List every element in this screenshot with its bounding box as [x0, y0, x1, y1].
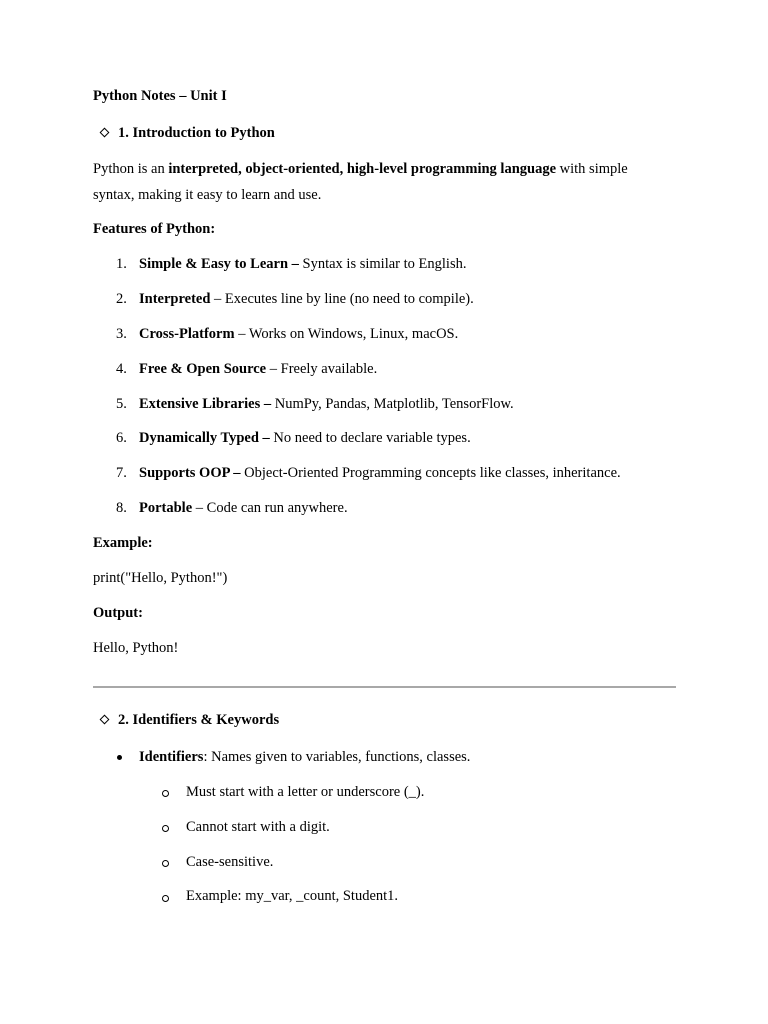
feature-text [139, 464, 621, 482]
rule-item: Must start with a letter or underscore (_). [186, 784, 425, 800]
example-code: print("Hello, Python!") [93, 570, 228, 586]
feature-text [139, 360, 377, 378]
intro-text-end: with simple [556, 161, 628, 177]
feature-term: Interpreted [139, 291, 211, 307]
feature-term: Portable [139, 500, 193, 516]
feature-term: Cross-Platform [139, 326, 235, 342]
feature-desc: Syntax is similar to English. [298, 256, 467, 272]
feature-term: Free & Open Source [139, 361, 267, 377]
feature-desc: – Executes line by line (no need to compile). [210, 291, 474, 307]
intro-line-1 [93, 160, 628, 178]
feature-number: 2. [116, 291, 127, 307]
feature-text [139, 255, 466, 273]
diamond-bullet-icon [100, 715, 110, 725]
feature-text [139, 290, 474, 308]
intro-line-2: syntax, making it easy to learn and use. [93, 187, 322, 203]
feature-desc: Object-Oriented Programming concepts like classes, inheritance. [240, 465, 621, 481]
intro-text-bold: interpreted, object-oriented, high-level programming language [168, 161, 557, 177]
feature-desc: – Freely available. [266, 361, 378, 377]
feature-number: 1. [116, 256, 127, 272]
feature-desc: NumPy, Pandas, Matplotlib, TensorFlow. [271, 396, 514, 412]
circle-bullet-icon [162, 860, 169, 867]
section-divider [93, 686, 676, 688]
output-text: Hello, Python! [93, 640, 179, 656]
disc-bullet-icon [117, 755, 122, 760]
identifiers-desc: : Names given to variables, functions, classes. [203, 749, 471, 765]
feature-desc: No need to declare variable types. [269, 430, 471, 446]
feature-term: Supports OOP – [139, 465, 241, 481]
example-label: Example: [93, 535, 153, 551]
feature-number: 5. [116, 396, 127, 412]
rule-item: Cannot start with a digit. [186, 819, 330, 835]
feature-text [139, 429, 471, 447]
identifiers-item [139, 748, 470, 766]
circle-bullet-icon [162, 895, 169, 902]
feature-term: Simple & Easy to Learn – [139, 256, 299, 272]
feature-term: Extensive Libraries – [139, 396, 272, 412]
feature-term: Dynamically Typed – [139, 430, 270, 446]
identifiers-term: Identifiers [139, 749, 204, 765]
intro-text-start: Python is an [93, 161, 169, 177]
feature-number: 6. [116, 430, 127, 446]
section-2-heading: 2. Identifiers & Keywords [118, 712, 280, 728]
feature-text [139, 499, 348, 517]
rule-item: Example: my_var, _count, Student1. [186, 888, 399, 904]
feature-number: 4. [116, 361, 127, 377]
feature-number: 7. [116, 465, 127, 481]
document-title: Python Notes – Unit I [93, 88, 227, 104]
feature-desc: – Works on Windows, Linux, macOS. [234, 326, 459, 342]
feature-text [139, 395, 514, 413]
circle-bullet-icon [162, 825, 169, 832]
features-heading: Features of Python: [93, 221, 216, 237]
circle-bullet-icon [162, 790, 169, 797]
feature-number: 3. [116, 326, 127, 342]
feature-text [139, 325, 458, 343]
diamond-bullet-icon [100, 128, 110, 138]
section-1-heading: 1. Introduction to Python [118, 125, 275, 141]
rule-item: Case-sensitive. [186, 854, 274, 870]
feature-number: 8. [116, 500, 127, 516]
feature-desc: – Code can run anywhere. [192, 500, 348, 516]
output-label: Output: [93, 605, 143, 621]
